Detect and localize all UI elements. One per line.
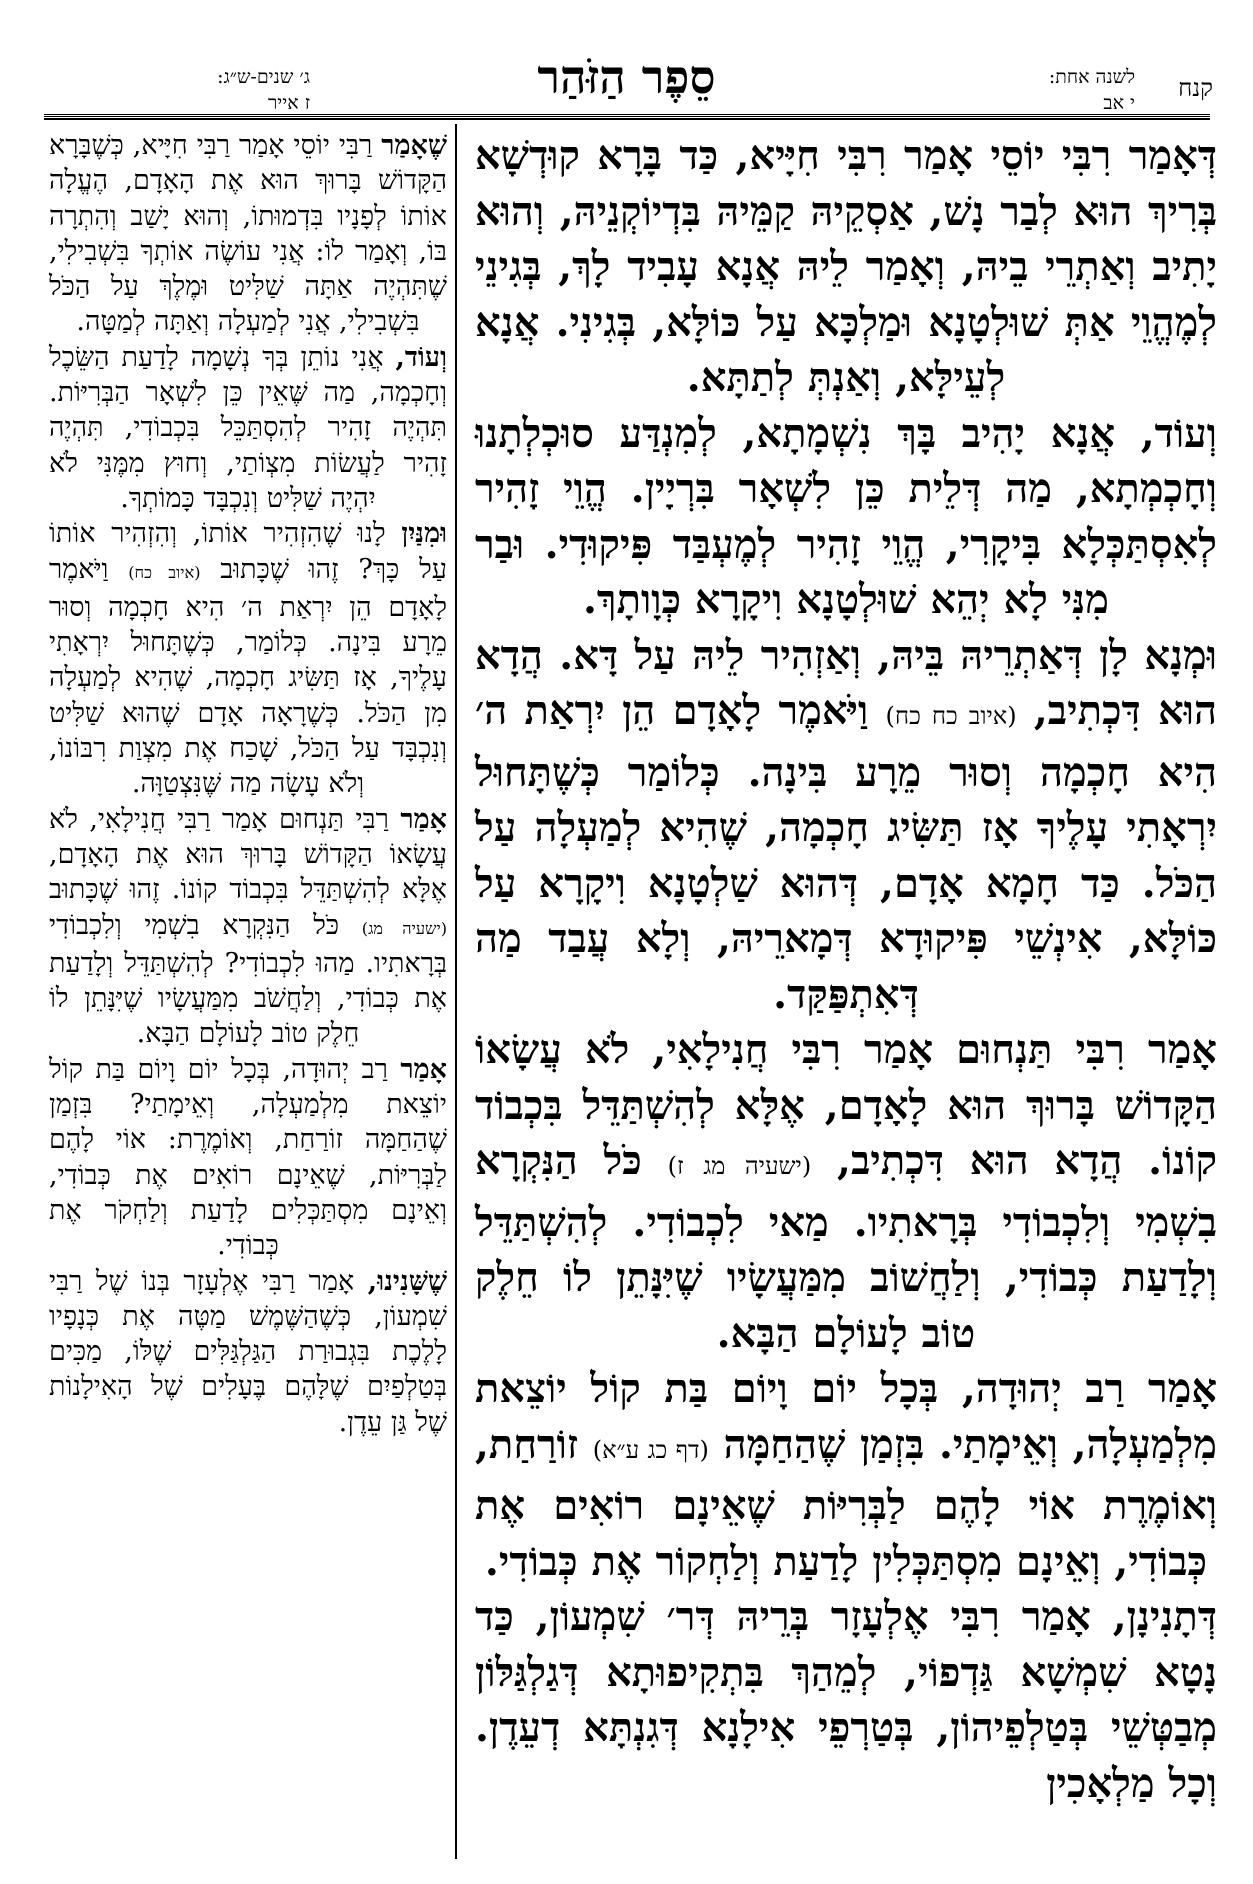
lead-word: אָמַר <box>400 803 447 835</box>
paragraph-text: אָמַר רַב יְהוּדָה, בְּכָל יוֹם וָיוֹם בַּת קוֹל יוֹצֵאת מִלְמַעְלָה, וְאֵימָתַי. בִּזְמַן שֶׁהַחַמָּה <box>475 1365 1217 1468</box>
hebrew-paragraph <box>49 1052 447 1264</box>
book-title: סֵפֶר הַזֹּהַר <box>537 50 716 104</box>
paragraph-text: אָמַר רַבִּי אֶלְעָזָר בְּנוֹ שֶׁל רַבִּי שִׁמְעוֹן, כְּשֶׁהַשֶּׁמֶשׁ מַטֶּה אֶת כְּנָפָיו לָלֶכֶת בִּגְבוּרַת הַגַּלְגַּלִּים שֶׁלּוֹ, מַכִּים בְּטַלְפַיִם שֶׁלָּהֶם בֶּעָלִים שֶׁל הָאִילָנוֹת שֶׁל גַּן עֵדֶן. <box>49 1265 447 1438</box>
header-rule <box>44 114 1210 117</box>
hebrew-paragraph <box>49 516 447 801</box>
paragraph-text: רַבִּי יוֹסֵי אָמַר רַבִּי חִיָּיא, כְּשֶׁבָּרָא הַקָּדוֹשׁ בָּרוּךְ הוּא אֶת הָאָדָם, הֶעֱלָה אוֹתוֹ לְפָנָיו בִּדְמוּתוֹ, וְהוּא יָשַׁב וְהִתְרָה בּוֹ, וְאָמַר לוֹ: אֲנִי עוֹשֶׂה אוֹתְךָ בִּשְׁבִילִי, שֶׁתִּהְיֶה אַתָּה שַׁלִּיט וּמֶלֶךְ עַל הַכֹּל בִּשְׁבִילִי, אֲנִי לְמַעְלָה וְאַתָּה לְמַטָּה. <box>49 130 447 338</box>
lead-word: אָמַר <box>400 1053 447 1085</box>
verse-source: (ישעיה מג ז) <box>667 1152 812 1180</box>
lead-word: וְעוֹד, <box>395 341 447 373</box>
aramaic-paragraph <box>475 128 1217 406</box>
aramaic-paragraph <box>475 1361 1217 1589</box>
paragraph-text: וּמְנָא לָן דְּאַתְרֵיהּ בֵּיהּ, וְאַזְהִיר לֵיהּ עַל דָּא. הֲדָא הוּא דִּכְתִיב, <box>475 631 1217 734</box>
paragraph-text: אֲנִי נוֹתֵן בְּךָ נְשָׁמָה לָדַעַת הַשֵּׂכֶל וְחָכְמָה, מַה שֶּׁאֵין כֵּן לִשְׁאָר הַבְּרִיּוֹת. תִּהְיֶה זָהִיר לְהִסְתַּכֵּל בִּכְבוֹדִי, תִּהְיֶה זָהִיר לַעֲשׂוֹת מִצְוֹתַי, וְחוּץ מִמֶּנִּי לֹא יִהְיֶה שַׁלִּיט וְנִכְבָּד כָּמוֹתְךָ. <box>49 341 447 514</box>
paragraph-text: רַבִּי תַּנְחוּם אָמַר רַבִּי חֲנִילָאִי, לֹא עֲשָׂאוֹ הַקָּדוֹשׁ בָּרוּךְ הוּא אֶת הָאָדָם, אֶלָּא לְהִשְׁתַּדֵּל בִּכְבוֹד קוֹנוֹ. זֶהוּ שֶׁכָּתוּב <box>49 803 447 906</box>
hebrew-paragraph <box>49 1264 447 1440</box>
verse-source: (ישעיה מג) <box>361 918 448 938</box>
schedule-three-years-date: ז אייר <box>267 92 310 114</box>
schedule-one-year-date: י אב <box>1103 92 1135 114</box>
paragraph-text: כֹּל הַנִּקְרָא בִשְׁמִי וְלִכְבוֹדִי בְּרָאתִיו. מַאי לִכְבוֹדִי. לְהִשְׁתַּדֵּל וְלָדַעַת כְּבוֹדִי, וְלַחֲשׁוֹב מִמַּעֲשָׂיו שֶׁיִּנָּתֵן לוֹ חֵלֶק טוֹב לָעוֹלָם הַבָּא. <box>475 1137 1217 1357</box>
paragraph-text: דְּתָנִינָן, אָמַר רִבִּי אֶלְעָזָר בְּרֵיהּ דְּר׳ שִׁמְעוֹן, כַּד נָטָא שִׁמְשָׁא גַּדְפוֹי, לְמֵהַךְ בִּתְקִיפוּתָא דְּגַלְגַּלּוֹן מְבַטְּשֵׁי בְּטַלְפֵיהוֹן, בְּטַרְפֵי אִילָנָא דְּגִנְתָּא דְעֵדֶן. וְכָל מַלְאָכִין <box>475 1593 1217 1807</box>
paragraph-text: לָנוּ שֶׁהִזְהִיר אוֹתוֹ, וְהִזְהִיר אוֹתוֹ עַל כָּךְ? זֶהוּ שֶׁכָּתוּב <box>49 518 447 585</box>
aramaic-paragraph <box>475 1022 1217 1361</box>
verse-source: (איוב כח כח) <box>885 702 1017 730</box>
lead-word: שֶׁאָמַר <box>381 130 447 161</box>
hebrew-column <box>49 128 447 1440</box>
paragraph-text: אָמַר רִבִּי תַּנְחוּם אָמַר רִבִּי חֲנִילָאִי, לֹא עֲשָׂאוֹ הַקָּדוֹשׁ בָּרוּךְ הוּא לָאָדָם, אֶלָּא לְהִשְׁתַּדֵּל בִּכְבוֹד קוֹנוֹ. הֲדָא הוּא דִּכְתִיב, <box>475 1026 1217 1184</box>
verse-source: (איוב כח) <box>128 562 201 582</box>
schedule-one-year: לשנה אחת: <box>1048 66 1135 88</box>
hebrew-paragraph <box>49 340 447 516</box>
aramaic-column <box>475 128 1217 1811</box>
paragraph-text: וְעוֹד, אֲנָא יָהִיב בָּךְ נִשְׁמָתָא, לְמִנְדַּע סוּכְלְתָנוּ וְחָכְמְתָא, מַה דְּלֵית כֵּן לִשְׁאָר בִּרְיָין. הֱוֵי זָהִיר לְאִסְתַּכְּלָא בִּיקָרִי, הֱוֵי זָהִיר לְמֶעְבַּד פִּיקוּדִי. וּבַר מִנִּי לָא יְהֵא שׁוּלְטָנָא וִיקָרָא כְּוָותָךְ. <box>475 409 1217 623</box>
paragraph-text: דְּאָמַר רִבִּי יוֹסֵי אָמַר רִבִּי חִיָּיא, כַּד בָּרָא קוּדְשָׁא בְּרִיךְ הוּא לְבַר נָשׁ, אַסְקֵיהּ קַמֵּיהּ בִּדְיוֹקְנֵיהּ, וְהוּא יָתִיב וְאַתְרֵי בֵיהּ, וְאָמַר לֵיהּ אֲנָא עָבִיד לָךְ, בְּגִינֵי לְמֶהֱוֵי אַתְּ שׁוּלְטָנָא וּמַלְכָּא עַל כּוֹלָּא, בְּגִינִי. אֲנָא לְעֵילָּא, וְאַנְתְּ לְתַתָּא. <box>475 132 1217 401</box>
paragraph-text: זוֹרַחַת, וְאוֹמֶרֶת אוֹי לָהֶם לַבְּרִיּוֹת שֶׁאֵינָם רוֹאִים אֶת כְּבוֹדִי, וְאֵינָם מִסְתַּכְּלִין לָדַעַת וְלַחְקוֹר אֶת כְּבוֹדִי. <box>475 1420 1217 1585</box>
hebrew-paragraph <box>49 802 447 1052</box>
lead-word: שֶׁשָּׁנִינוּ, <box>367 1265 447 1297</box>
page-reference: (דף כג ע״א) <box>592 1435 709 1464</box>
column-divider <box>455 124 457 1859</box>
hebrew-paragraph <box>49 128 447 340</box>
aramaic-paragraph <box>475 1589 1217 1811</box>
paragraph-text: וַיֹּאמֶר לָאָדָם הֵן יִרְאַת ה׳ הִיא חָכְמָה וְסוּר מֵרָע בִּינָה. כְּלוֹמַר, כְּשֶׁתָּחוּל יִרְאָתִי עָלֶיךָ, אָז תַּשִּׂיג חָכְמָה, שֶׁהִיא לְמַעְלָה מִן הַכֹּל. כְּשֶׁרָאָה אָדָם שֶׁהוּא שַׁלִּיט וְנִכְבָּד עַל הַכֹּל, שָׁכַח אֶת מִצְוַת רִבּוֹנוֹ, וְלֹא עָשָׂה מַה שֶּׁנִּצְטַוָּה. <box>49 553 447 800</box>
header-rule-bold <box>44 118 1210 120</box>
paragraph-text: רַב יְהוּדָה, בְּכָל יוֹם וָיוֹם בַּת קוֹל יוֹצֵאת מִלְמַעְלָה, וְאֵימָתַי? בִּזְמַן שֶׁהַחַמָּה זוֹרַחַת, וְאוֹמֶרֶת: אוֹי לָהֶם לַבְּרִיּוֹת, שֶׁאֵינָם רוֹאִים אֶת כְּבוֹדִי, וְאֵינָם מִסְתַּכְּלִים לָדַעַת וְלַחְקֹר אֶת כְּבוֹדִי. <box>49 1053 447 1262</box>
paragraph-text: וַיֹּאמֶר לָאָדָם הֵן יִרְאַת ה׳ הִיא חָכְמָה וְסוּר מֵרָע בִּינָה. כְּלוֹמַר כְּשֶׁתָּחוּל יִרְאָתִי עָלֶיךָ אָז תַּשִּׂיג חָכְמָה, שֶׁהִיא לְמַעְלָה עַל הַכֹּל. כַּד חָמָא אָדָם, דְּהוּא שַׁלְטָנָא וִיקָרָא עַל כּוֹלָּא, אִינְשֵׁי פִּיקוּדָא דְּמָארֵיהּ, וְלָא עֲבַד מַה דְּאִתְפַּקַּד. <box>475 687 1217 1018</box>
paragraph-text: כֹּל הַנִּקְרָא בִשְׁמִי וְלִכְבוֹדִי בְּרָאתִיו. מַהוּ לִכְבוֹדִי? לְהִשְׁתַּדֵּל וְלָדַעַת אֶת כְּבוֹדִי, וְלַחֲשֹׁב מִמַּעֲשָׂיו שֶׁיִּנָּתֵן לוֹ חֵלֶק טוֹב לָעוֹלָם הַבָּא. <box>49 909 447 1050</box>
aramaic-paragraph <box>475 406 1217 628</box>
header-left <box>50 62 310 122</box>
page-number: קנח <box>1178 74 1213 102</box>
lead-word: וּמִנַּיִן <box>401 518 447 550</box>
schedule-three-years: ג׳ שנים-ש״ג: <box>217 66 310 88</box>
aramaic-paragraph <box>475 628 1217 1023</box>
